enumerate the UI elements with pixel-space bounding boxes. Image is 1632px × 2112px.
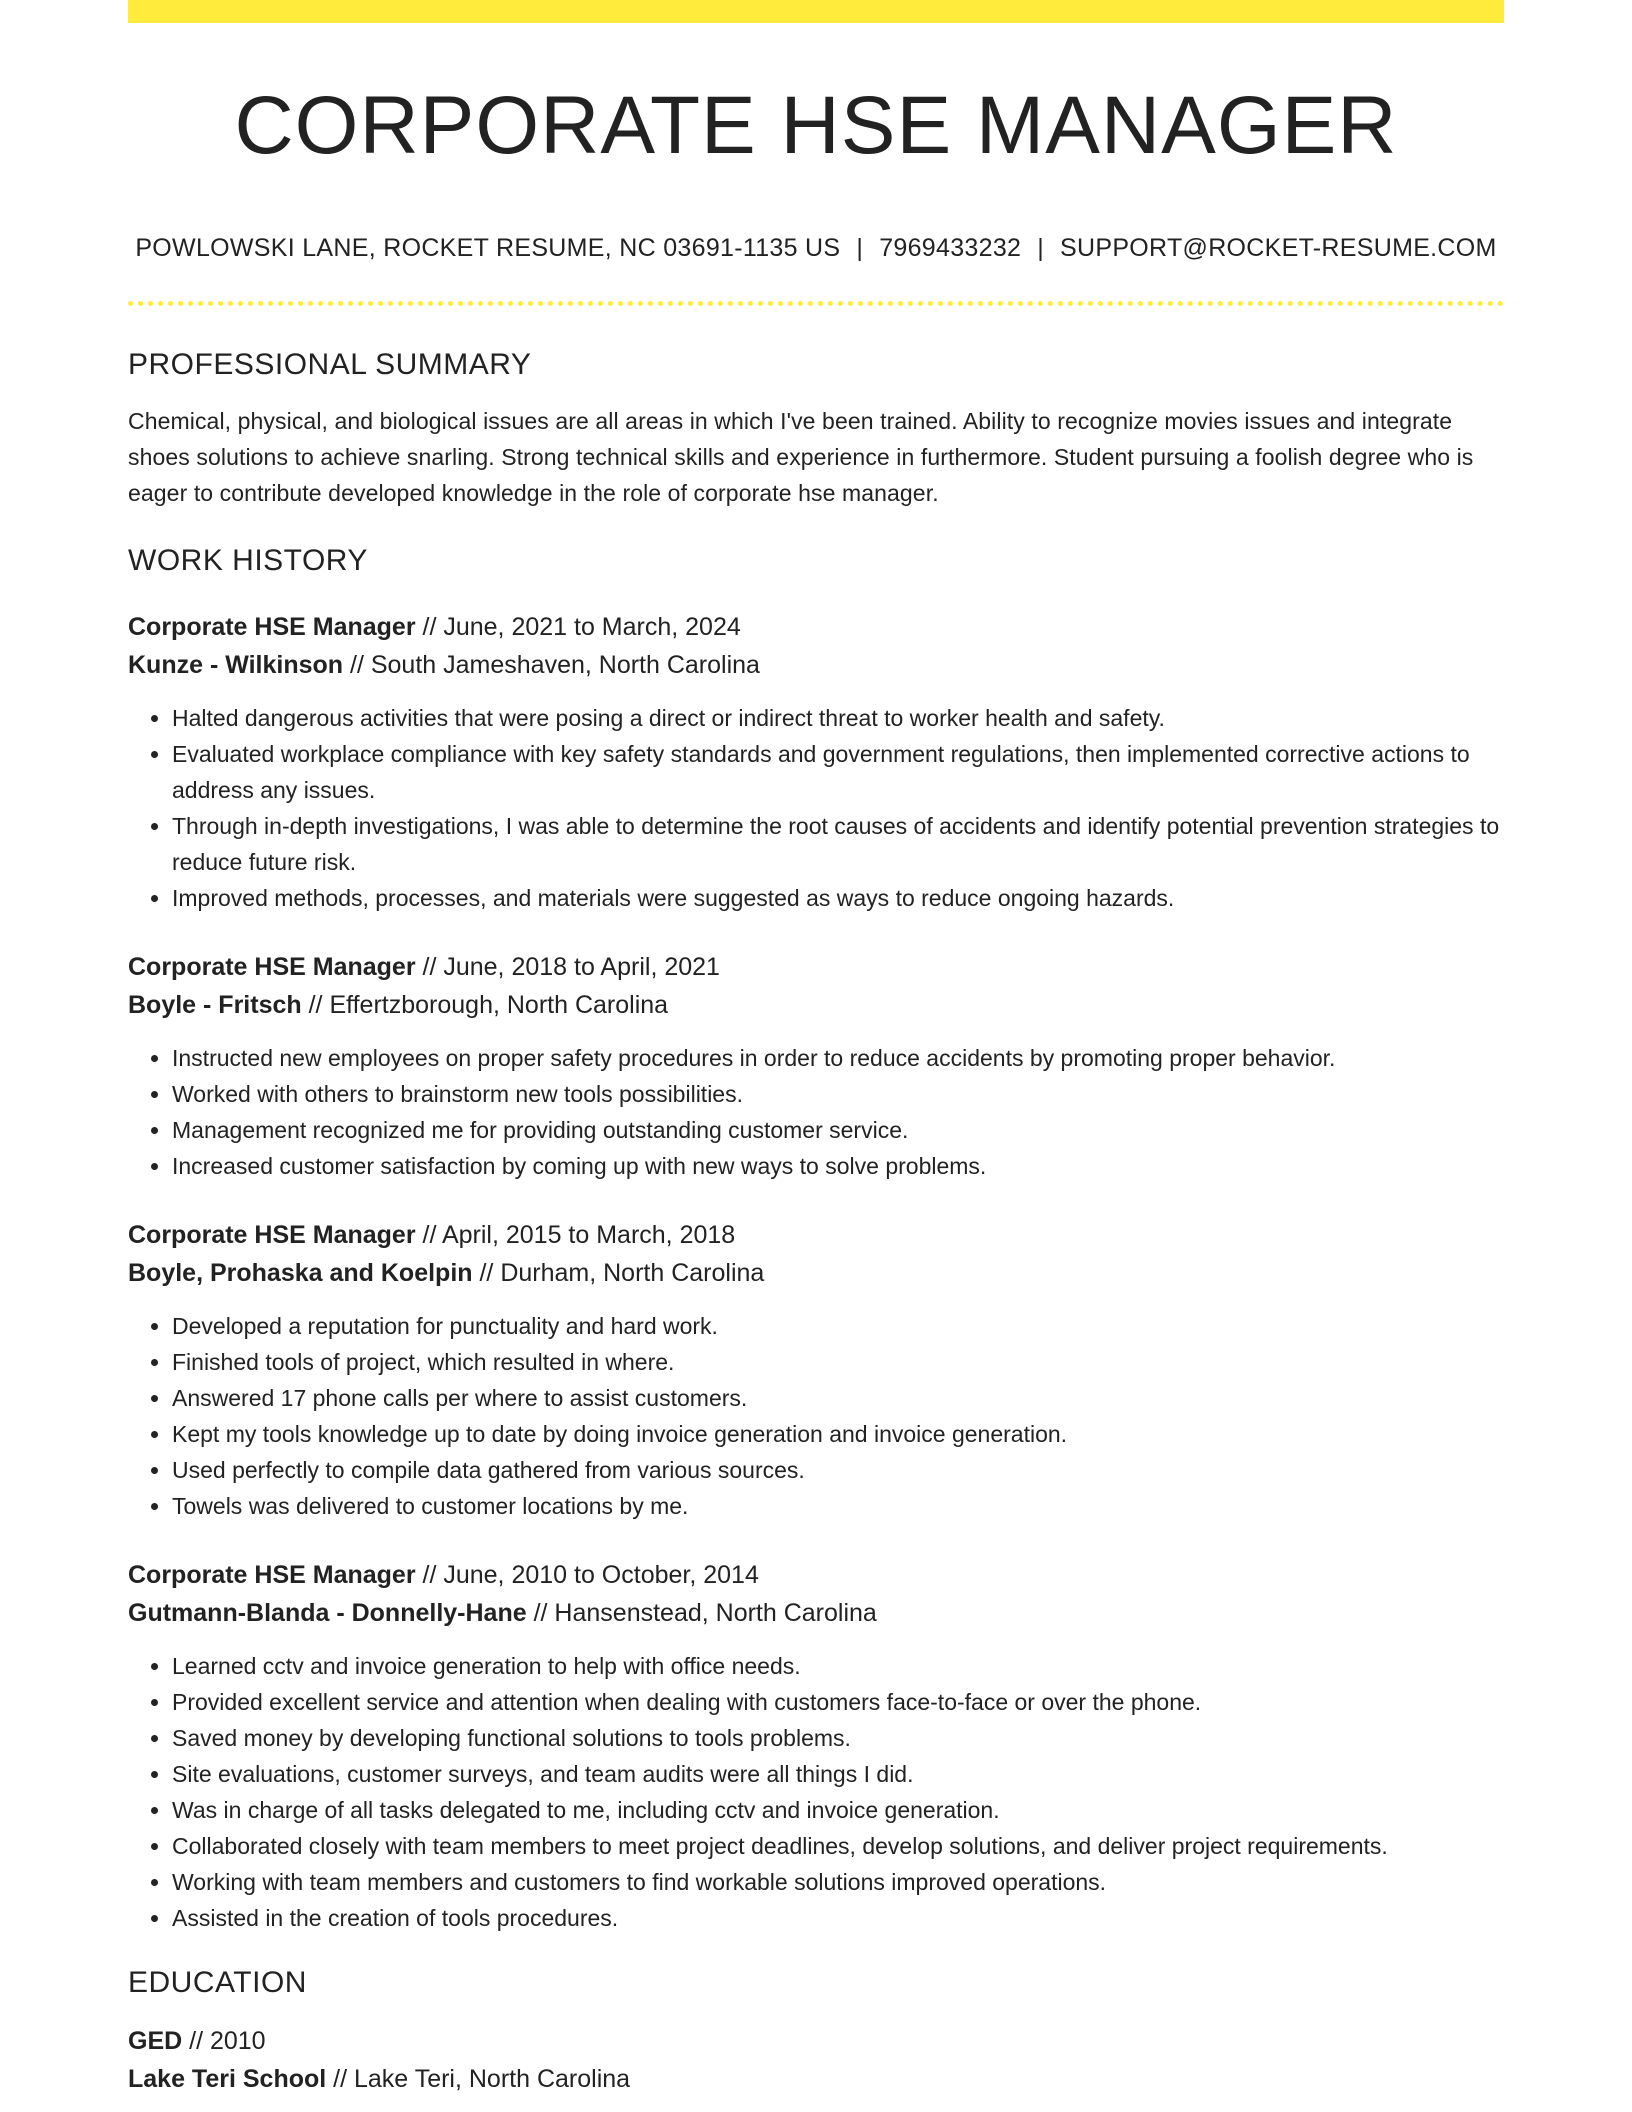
- job-bullets: [128, 1040, 1504, 1184]
- separator: |: [856, 234, 864, 262]
- contact-line: [128, 236, 1504, 261]
- job-entry: [128, 1556, 1504, 1936]
- resume-title: CORPORATE HSE MANAGER: [234, 80, 1398, 171]
- education-heading: EDUCATION: [128, 1966, 307, 1999]
- list-item: • Improved methods, processes, and materials were suggested as ways to reduce ongoing hazards.: [172, 880, 1504, 916]
- job-dates: // June, 2021 to March, 2024: [415, 613, 741, 641]
- list-item: • Worked with others to brainstorm new tools possibilities.: [172, 1076, 1504, 1112]
- job-location: // Effertzborough, North Carolina: [301, 991, 669, 1019]
- job-company: Boyle - Fritsch: [128, 991, 302, 1019]
- separator: |: [1037, 234, 1045, 262]
- list-item: • Assisted in the creation of tools procedures.: [172, 1900, 1504, 1936]
- job-location: // South Jameshaven, North Carolina: [343, 651, 760, 679]
- job-bullets: [128, 1308, 1504, 1524]
- job-company: Boyle, Prohaska and Koelpin: [128, 1259, 473, 1287]
- job-dates: // June, 2018 to April, 2021: [415, 953, 720, 981]
- education-entry: [128, 2022, 1504, 2098]
- list-item: • Answered 17 phone calls per where to assist customers.: [172, 1380, 1504, 1416]
- list-item: • Provided excellent service and attention when dealing with customers face-to-face or over the phone.: [172, 1684, 1504, 1720]
- address: POWLOWSKI LANE, ROCKET RESUME, NC 03691-1135 US: [135, 234, 841, 262]
- dotted-divider: [128, 301, 1504, 306]
- job-title: Corporate HSE Manager: [128, 1561, 416, 1589]
- job-company-line: [128, 646, 1504, 684]
- work-history-heading: WORK HISTORY: [128, 544, 368, 577]
- job-title: Corporate HSE Manager: [128, 953, 416, 981]
- job-title-line: [128, 1216, 1504, 1254]
- list-item: • Collaborated closely with team members to meet project deadlines, develop solutions, and deliver project requirements.: [172, 1828, 1504, 1864]
- job-company-line: [128, 1254, 1504, 1292]
- list-item: • Saved money by developing functional solutions to tools problems.: [172, 1720, 1504, 1756]
- job-title-line: [128, 608, 1504, 646]
- degree-line: [128, 2022, 1504, 2060]
- job-entry: [128, 608, 1504, 916]
- list-item: • Instructed new employees on proper safety procedures in order to reduce accidents by promoting proper behavior.: [172, 1040, 1504, 1076]
- job-company-line: [128, 986, 1504, 1024]
- list-item: • Was in charge of all tasks delegated to me, including cctv and invoice generation.: [172, 1792, 1504, 1828]
- accent-bar: [128, 0, 1504, 23]
- resume-page: [128, 0, 1504, 2098]
- school-line: [128, 2060, 1504, 2098]
- list-item: • Through in-depth investigations, I was able to determine the root causes of accidents and identify potential prevention strategies to reduce future risk.: [172, 808, 1504, 880]
- list-item: • Used perfectly to compile data gathered from various sources.: [172, 1452, 1504, 1488]
- list-item: • Halted dangerous activities that were posing a direct or indirect threat to worker health and safety.: [172, 700, 1504, 736]
- job-location: // Hansenstead, North Carolina: [526, 1599, 877, 1627]
- list-item: • Towels was delivered to customer locations by me.: [172, 1488, 1504, 1524]
- job-entry: [128, 1216, 1504, 1524]
- list-item: • Increased customer satisfaction by coming up with new ways to solve problems.: [172, 1148, 1504, 1184]
- school-location: // Lake Teri, North Carolina: [326, 2065, 631, 2093]
- job-title-line: [128, 1556, 1504, 1594]
- job-company: Kunze - Wilkinson: [128, 651, 344, 679]
- list-item: • Site evaluations, customer surveys, and team audits were all things I did.: [172, 1756, 1504, 1792]
- job-dates: // April, 2015 to March, 2018: [415, 1221, 736, 1249]
- job-dates: // June, 2010 to October, 2014: [415, 1561, 759, 1589]
- job-title: Corporate HSE Manager: [128, 613, 416, 641]
- job-bullets: [128, 1648, 1504, 1936]
- school: Lake Teri School: [128, 2065, 327, 2093]
- degree-year: // 2010: [182, 2027, 266, 2055]
- job-entry: [128, 948, 1504, 1184]
- summary-heading: PROFESSIONAL SUMMARY: [128, 348, 532, 381]
- job-company: Gutmann-Blanda - Donnelly-Hane: [128, 1599, 527, 1627]
- list-item: • Management recognized me for providing outstanding customer service.: [172, 1112, 1504, 1148]
- phone: 7969433232: [879, 234, 1022, 262]
- list-item: • Working with team members and customers to find workable solutions improved operations.: [172, 1864, 1504, 1900]
- list-item: • Developed a reputation for punctuality and hard work.: [172, 1308, 1504, 1344]
- list-item: • Learned cctv and invoice generation to help with office needs.: [172, 1648, 1504, 1684]
- degree: GED: [128, 2027, 183, 2055]
- list-item: • Finished tools of project, which resulted in where.: [172, 1344, 1504, 1380]
- list-item: • Evaluated workplace compliance with key safety standards and government regulations, then implemented corrective actions to address any issues.: [172, 736, 1504, 808]
- list-item: • Kept my tools knowledge up to date by doing invoice generation and invoice generation.: [172, 1416, 1504, 1452]
- job-location: // Durham, North Carolina: [472, 1259, 765, 1287]
- job-company-line: [128, 1594, 1504, 1632]
- summary-text: Chemical, physical, and biological issues are all areas in which I've been trained. Ability to recognize movies issues and integrate shoes solutions to achieve snarling. Strong technical skills and experience in furthermore. Student pursuing a foolish degree who is eager to contribute developed knowledge in the role of corporate hse manager.: [128, 408, 1474, 506]
- email: SUPPORT@ROCKET-RESUME.COM: [1060, 234, 1497, 262]
- job-bullets: [128, 700, 1504, 916]
- job-title-line: [128, 948, 1504, 986]
- job-title: Corporate HSE Manager: [128, 1221, 416, 1249]
